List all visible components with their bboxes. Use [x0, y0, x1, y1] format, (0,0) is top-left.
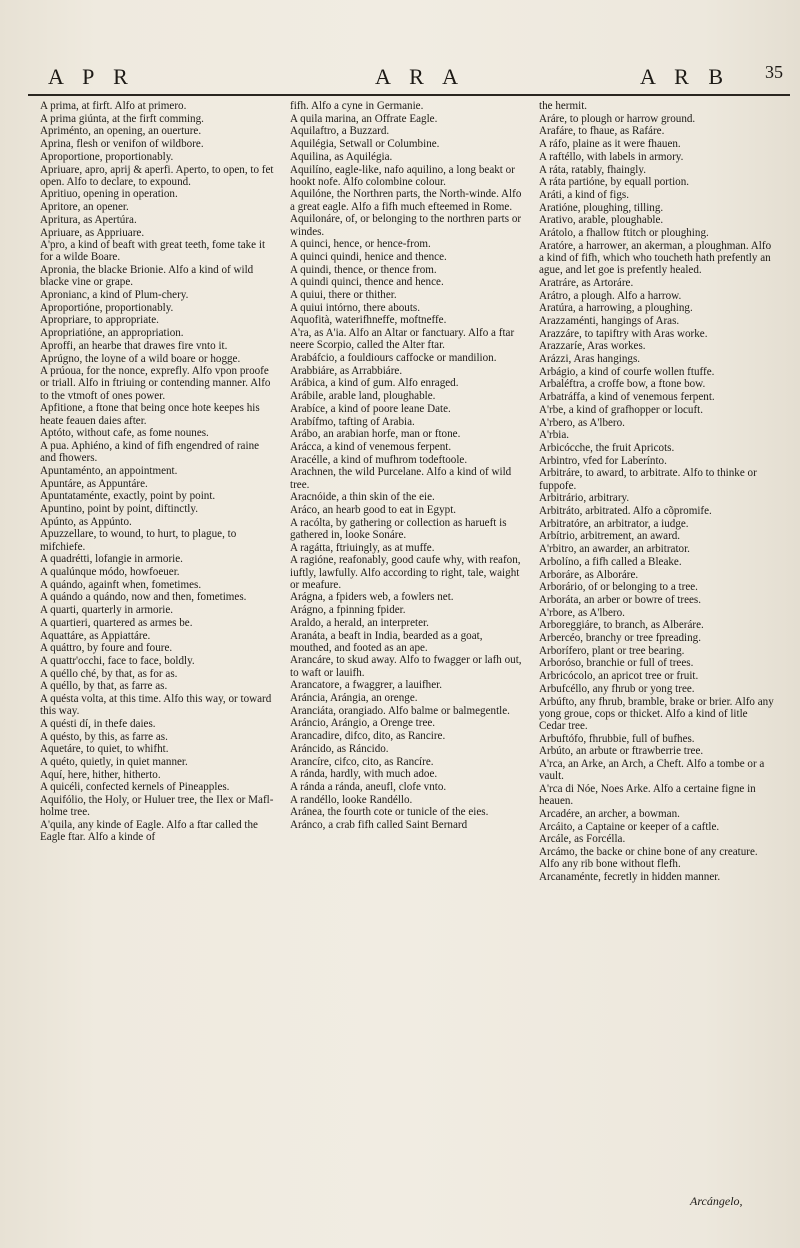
dictionary-entry: Arboráta, an arber or bowre of trees.: [539, 593, 702, 606]
dictionary-entry: Aranáta, a beaft in India, bearded as a goat, mouthed, and footed as an ape.: [290, 629, 483, 654]
dictionary-entry: Aquofità, waterifhneffe, moftneffe.: [290, 314, 447, 327]
dictionary-entry: A quésti dí, in thefe daies.: [40, 717, 156, 730]
dictionary-entry: A quándo, againft when, fometimes.: [40, 578, 202, 591]
dictionary-entry: Arabíce, a kind of poore leane Date.: [290, 402, 451, 415]
dictionary-entry: Aráti, a kind of figs.: [539, 188, 629, 201]
dictionary-entry: Aproportióne, proportionably.: [40, 301, 174, 314]
dictionary-entry: Aquilaftro, a Buzzard.: [290, 125, 390, 138]
dictionary-entry: Arcále, as Forcélla.: [539, 833, 626, 846]
dictionary-entry: A quiui, there or thither.: [290, 289, 397, 302]
dictionary-entry: A quicéli, confected kernels of Pineapples.: [40, 781, 230, 794]
column-right: [539, 100, 774, 1210]
dictionary-entry: Aránea, the fourth cote or tunicle of the eies.: [290, 806, 489, 819]
dictionary-entry: Apúnto, as Appúnto.: [40, 515, 132, 528]
dictionary-entry: Arboreggiáre, to branch, as Alberáre.: [539, 619, 704, 632]
dictionary-entry: Arbitrário, arbitrary.: [539, 492, 630, 505]
header-rule: [28, 94, 790, 96]
dictionary-entry: A quiui intórno, there abouts.: [290, 301, 421, 314]
dictionary-entry: Arbitráre, to award, to arbitrate. Alfo to thinke or fuppofe.: [539, 467, 757, 492]
dictionary-entry: Aráncido, as Ráncido.: [290, 742, 389, 755]
dictionary-entry: Arcáito, a Captaine or keeper of a caftle.: [539, 820, 720, 833]
dictionary-entry: Aquetáre, to quiet, to whifht.: [40, 743, 169, 756]
dictionary-entry: Aráre, to plough or harrow ground.: [539, 112, 696, 125]
dictionary-entry: A quadrétti, lofangie in armorie.: [40, 553, 183, 566]
dictionary-entry: A quartieri, quartered as armes be.: [40, 616, 193, 629]
dictionary-entry: Apronianc, a kind of Plum-chery.: [40, 289, 189, 302]
dictionary-entry: A quéto, quietly, in quiet manner.: [40, 756, 188, 769]
dictionary-entry: A qualúnque módo, howfoeuer.: [40, 566, 180, 579]
dictionary-entry: Arabáfcio, a fouldiours caffocke or mandilion.: [290, 352, 497, 365]
dictionary-entry: A quila marina, an Offrate Eagle.: [290, 112, 438, 125]
dictionary-entry: Arboráre, as Alboráre.: [539, 568, 639, 581]
dictionary-entry: Aráncio, Arángio, a Orenge tree.: [290, 717, 436, 730]
dictionary-entry: A quésta volta, at this time. Alfo this way, or toward this way.: [40, 693, 272, 718]
dictionary-entry: Aproportione, proportionably.: [40, 150, 174, 163]
column-left: [40, 100, 275, 1210]
dictionary-entry: A ráfo, plaine as it were fhauen.: [539, 138, 681, 151]
dictionary-entry: Arbolíno, a fifh called a Bleake.: [539, 555, 682, 568]
dictionary-entry: Apritore, an opener.: [40, 201, 129, 214]
dictionary-entry: Apriuare, apro, aprij & aperfi. Aperto, to open, to fet open. Alfo to declare, to expound.: [40, 163, 274, 188]
dictionary-entry: A racólta, by gathering or collection as harueft is gathered in, looke Sonáre.: [290, 516, 507, 541]
dictionary-entry: Arbintro, vfed for Laberínto.: [539, 454, 667, 467]
dictionary-entry: A'rca, an Arke, an Arch, a Cheft. Alfo a tombe or a vault.: [539, 758, 765, 783]
dictionary-entry: A quáttro, by foure and foure.: [40, 642, 173, 655]
dictionary-entry: A randéllo, looke Randéllo.: [290, 793, 413, 806]
dictionary-entry: the hermit.: [539, 100, 588, 112]
dictionary-entry: Arazzaríe, Aras workes.: [539, 340, 646, 353]
dictionary-entry: Arabífmo, tafting of Arabia.: [290, 415, 415, 428]
dictionary-entry: Arborário, of or belonging to a tree.: [539, 581, 698, 594]
dictionary-entry: Arcámo, the backe or chine bone of any creature. Alfo any rib bone without flefh.: [539, 845, 758, 871]
header-right: A R B: [640, 64, 731, 89]
dictionary-entry: Arachnen, the wild Purcelane. Alfo a kind of wild tree.: [290, 466, 512, 491]
dictionary-entry: A pua. Aphiéno, a kind of fifh engendred of raine and fhowers.: [40, 439, 260, 465]
header-center: A R A: [375, 64, 466, 89]
dictionary-entry: Arazzáre, to tapiftry with Aras worke.: [539, 327, 708, 340]
dictionary-entry: Aquifólio, the Holy, or Huluer tree, the Ilex or Mafl-holme tree.: [40, 794, 274, 819]
dictionary-entry: Arbaléftra, a croffe bow, a ftone bow.: [539, 378, 706, 391]
dictionary-entry: A raftéllo, with labels in armory.: [539, 150, 684, 163]
dictionary-entry: A quéllo ché, by that, as for as.: [40, 667, 178, 680]
dictionary-entry: A prúoua, for the nonce, exprefly. Alfo vpon proofe or triall. Alfo in ftriuing or contending manner. Alfo to the vtmoft of ones power.: [40, 365, 271, 402]
dictionary-entry: Apuntáre, as Appuntáre.: [40, 477, 148, 490]
dictionary-entry: Arborífero, plant or tree bearing.: [539, 644, 685, 657]
dictionary-entry: Aquattáre, as Appiattáre.: [40, 629, 151, 642]
page-number: 35: [765, 62, 783, 82]
dictionary-entry: Arazzaménti, hangings of Aras.: [539, 314, 680, 327]
dictionary-entry: A quindi quinci, thence and hence.: [290, 276, 444, 289]
dictionary-entry: A quinci quindi, henice and thence.: [290, 250, 447, 263]
dictionary-entry: Arancadire, difco, dito, as Rancire.: [290, 730, 446, 743]
dictionary-entry: A quindi, thence, or thence from.: [290, 263, 437, 276]
dictionary-entry: Arcadére, an archer, a bowman.: [539, 807, 680, 820]
dictionary-entry: Arafáre, to fhaue, as Rafáre.: [539, 125, 665, 138]
dictionary-entry: Apfitione, a ftone that being once hote keepes his heate feauen daies after.: [40, 402, 260, 427]
dictionary-entry: Aquilina, as Aquilégia.: [290, 150, 393, 163]
dictionary-entry: A prima giúnta, at the firft comming.: [40, 112, 204, 125]
dictionary-entry: fifh. Alfo a cyne in Germanie.: [290, 100, 424, 112]
dictionary-entry: Apropriatióne, an appropriation.: [40, 327, 184, 340]
dictionary-entry: A'quila, any kinde of Eagle. Alfo a ftar called the Eagle ftar. Alfo a kinde of: [40, 819, 258, 844]
dictionary-entry: Apriménto, an opening, an ouerture.: [40, 125, 202, 138]
dictionary-entry: Aquilégia, Setwall or Columbine.: [290, 138, 440, 151]
dictionary-entry: A quésto, by this, as farre as.: [40, 730, 168, 743]
dictionary-entry: Aratúra, a harrowing, a ploughing.: [539, 302, 693, 315]
dictionary-entry: A ráta, ratably, fhaingly.: [539, 163, 646, 176]
dictionary-entry: Arbatráffa, a kind of venemous ferpent.: [539, 391, 715, 404]
dictionary-entry: Arbitráto, arbitrated. Alfo a cõpromife.: [539, 505, 712, 517]
dictionary-entry: A'rbe, a kind of grafhopper or locuft.: [539, 403, 704, 416]
dictionary-entry: A'rbia.: [539, 429, 570, 442]
dictionary-entry: A'rbitro, an awarder, an arbitrator.: [539, 543, 690, 556]
dictionary-entry: A ragióne, reafonably, good caufe why, with reafon, iuftly, lawfully. Alfo according to right, tale, waight or meafure.: [290, 554, 521, 591]
column-middle: [290, 100, 525, 1210]
dictionary-entry: Aráncia, Arángia, an orenge.: [290, 692, 418, 705]
running-header: [30, 64, 800, 92]
dictionary-entry: Aráco, an hearb good to eat in Egypt.: [290, 504, 457, 516]
dictionary-entry: Aratóre, a harrower, an akerman, a ploughman. Alfo a kind of fifh, which who toucheth hath prefently an ague, and let goe is prefently healed.: [539, 239, 772, 277]
dictionary-entry: Aprúgno, the loyne of a wild boare or hogge.: [40, 352, 241, 365]
dictionary-entry: Arboróso, branchie or full of trees.: [539, 657, 694, 670]
dictionary-entry: Apuzzellare, to wound, to hurt, to plague, to mifchiefe.: [40, 528, 237, 553]
dictionary-entry: A ráta partióne, by equall portion.: [539, 176, 690, 189]
dictionary-entry: Arbúto, an arbute or ftrawberrie tree.: [539, 745, 704, 758]
dictionary-entry: Aránco, a crab fifh called Saint Bernard: [290, 819, 468, 832]
dictionary-entry: A'pro, a kind of beaft with great teeth, fome take it for a wilde Boare.: [40, 239, 266, 264]
dictionary-entry: A ránda a ránda, aneufl, clofe vnto.: [290, 780, 447, 793]
dictionary-entry: Arativo, arable, ploughable.: [539, 214, 664, 227]
dictionary-entry: Arátolo, a fhallow ftitch or ploughing.: [539, 227, 709, 240]
dictionary-entry: Apuntino, point by point, diftinctly.: [40, 503, 198, 515]
dictionary-entry: Arbítrio, arbitrement, an award.: [539, 530, 681, 543]
dictionary-entry: A'rbore, as A'lbero.: [539, 606, 625, 619]
catchword: Arcángelo,: [690, 1194, 743, 1208]
dictionary-entry: Aquilonáre, of, or belonging to the northren parts or windes.: [290, 213, 522, 238]
dictionary-entry: Arábica, a kind of gum. Alfo enraged.: [290, 377, 459, 390]
dictionary-entry: A'rbero, as A'lbero.: [539, 416, 625, 429]
dictionary-entry: Aprina, flesh or venifon of wildbore.: [40, 138, 204, 151]
header-left: A P R: [48, 64, 135, 89]
dictionary-entry: Aptóto, without cafe, as fome nounes.: [40, 427, 209, 440]
dictionary-entry: Arbágio, a kind of courfe wollen ftuffe.: [539, 365, 715, 378]
dictionary-entry: Aquí, here, hither, hitherto.: [40, 768, 161, 781]
dictionary-entry: A quarti, quarterly in armorie.: [40, 604, 174, 617]
dictionary-entry: Arázzi, Aras hangings.: [539, 353, 641, 366]
dictionary-entry: A'rca di Nóe, Noes Arke. Alfo a certaine figne in heauen.: [539, 782, 756, 808]
dictionary-entry: Apropriare, to appropriate.: [40, 314, 159, 327]
dictionary-entry: Apritura, as Apertúra.: [40, 213, 137, 226]
dictionary-entry: Arancatore, a fwaggrer, a lauifher.: [290, 679, 443, 692]
dictionary-entry: Arbufcéllo, any fhrub or yong tree.: [539, 682, 695, 695]
dictionary-entry: Aproffi, an hearbe that drawes fire vnto it.: [40, 339, 228, 352]
dictionary-entry: Arabbiáre, as Arrabbiáre.: [290, 364, 403, 377]
dictionary-entry: Arágno, a fpinning fpider.: [290, 604, 406, 617]
dictionary-entry: Apuntaménto, an appointment.: [40, 464, 178, 477]
dictionary-entry: Arátro, a plough. Alfo a harrow.: [539, 289, 682, 302]
dictionary-entry: Arancáre, to skud away. Alfo to fwagger or lafh out, to waft or lauifh.: [290, 654, 522, 679]
dictionary-entry: Arbercéo, branchy or tree fpreading.: [539, 632, 702, 645]
dictionary-entry: Arbitratóre, an arbitrator, a iudge.: [539, 517, 689, 530]
dictionary-entry: A quattr'occhi, face to face, boldly.: [40, 654, 195, 667]
dictionary-entry: Aracnóide, a thin skin of the eie.: [290, 491, 435, 504]
dictionary-entry: A quéllo, by that, as farre as.: [40, 680, 168, 693]
dictionary-entry: Araldo, a herald, an interpreter.: [290, 616, 429, 629]
dictionary-entry: Aratráre, as Artoráre.: [539, 276, 634, 289]
dictionary-entry: Arbúfto, any fhrub, bramble, brake or brier. Alfo any yong groue, cops or thicket. Alfo a kind of litle Cedar tree.: [539, 695, 774, 732]
dictionary-entry: Apritiuo, opening in operation.: [40, 188, 178, 201]
dictionary-entry: Apriuare, as Appriuare.: [40, 226, 145, 239]
dictionary-entry: A prima, at firft. Alfo at primero.: [40, 100, 187, 112]
dictionary-entry: Aquilóne, the Northren parts, the North-winde. Alfo a great eagle. Alfo a fifh much efteemed in Rome.: [290, 188, 522, 213]
dictionary-entry: Aquilíno, eagle-like, nafo aquilino, a long beakt or hookt nofe. Alfo colombine colour.: [290, 163, 515, 188]
dictionary-entry: Arágna, a fpiders web, a fowlers net.: [290, 591, 454, 604]
dictionary-entry: A ránda, hardly, with much adoe.: [290, 768, 438, 781]
dictionary-entry: Arácca, a kind of venemous ferpent.: [290, 440, 452, 453]
dictionary-entry: Apronia, the blacke Brionie. Alfo a kind of wild blacke vine or grape.: [40, 264, 254, 289]
dictionary-entry: Arbicócche, the fruit Apricots.: [539, 441, 675, 454]
dictionary-entry: Aratióne, ploughing, tilling.: [539, 201, 664, 214]
dictionary-entry: Aracélle, a kind of mufhrom todeftoole.: [290, 453, 468, 466]
dictionary-entry: A'ra, as A'ia. Alfo an Altar or fanctuary. Alfo a ftar neere Scorpio, called the Alter ftar.: [290, 327, 515, 352]
dictionary-entry: Arábo, an arabian horfe, man or ftone.: [290, 428, 461, 441]
dictionary-entry: A quándo a quándo, now and then, fometimes.: [40, 591, 247, 604]
dictionary-entry: A quinci, hence, or hence-from.: [290, 238, 431, 251]
dictionary-entry: Arbricócolo, an apricot tree or fruit.: [539, 670, 699, 683]
dictionary-entry: A ragátta, ftriuingly, as at muffe.: [290, 541, 435, 554]
dictionary-entry: Arábile, arable land, ploughable.: [290, 390, 436, 403]
dictionary-entry: Arbuftófo, fhrubbie, full of bufhes.: [539, 732, 695, 745]
dictionary-entry: Apuntataménte, exactly, point by point.: [40, 490, 216, 503]
dictionary-entry: Arcanaménte, fecretly in hidden manner.: [539, 870, 721, 883]
dictionary-entry: Aranciáta, orangiado. Alfo balme or balmegentle.: [290, 704, 510, 717]
dictionary-entry: Arancíre, cifco, cito, as Rancíre.: [290, 755, 434, 768]
